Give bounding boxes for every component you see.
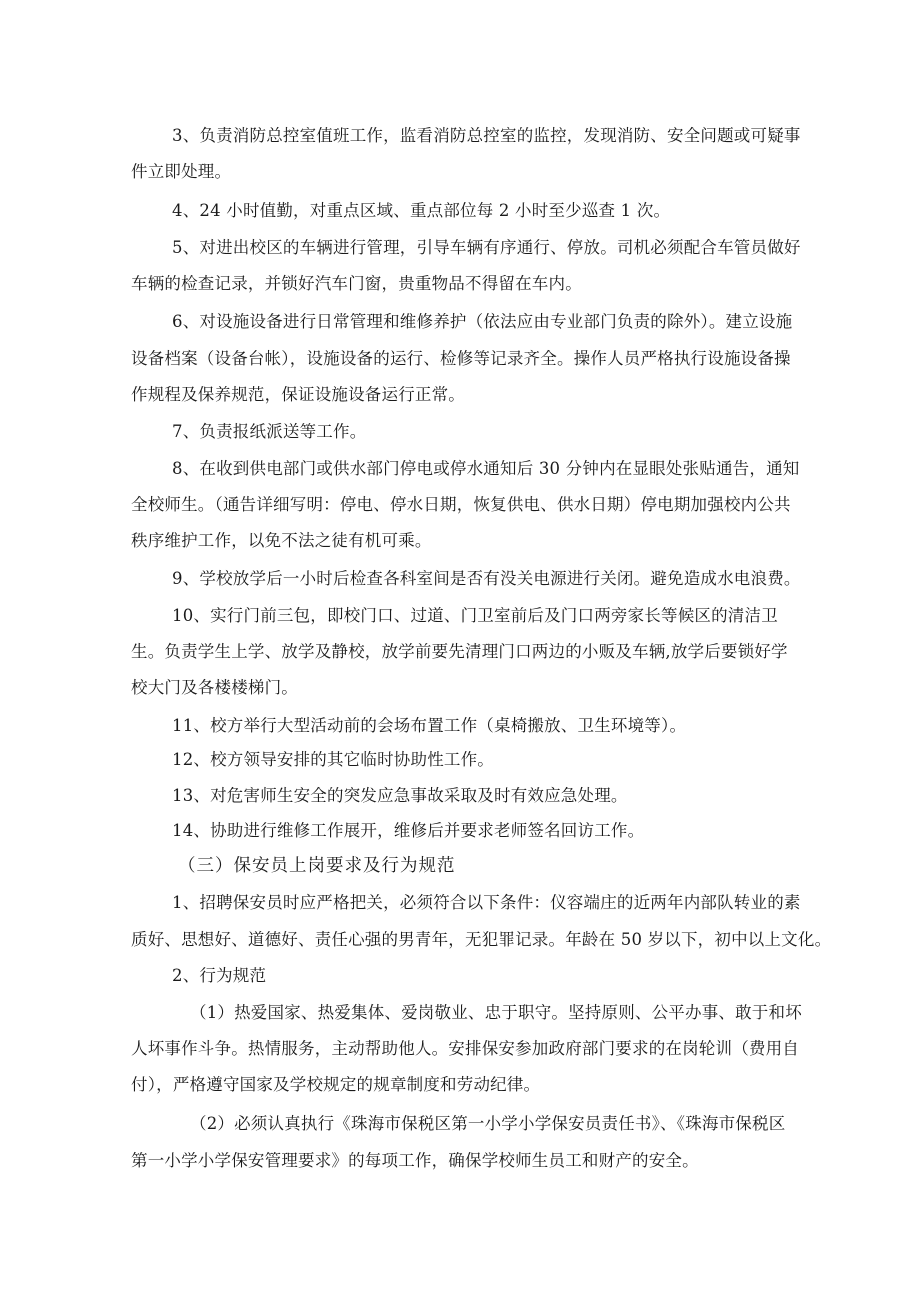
paragraph-line: 13、对危害师生安全的突发应急事故采取及时有效应急处理。	[172, 786, 628, 805]
paragraph-line: （1）热爱国家、热爱集体、爱岗敬业、忠于职守。坚持原则、公平办事、敢于和坏	[190, 1003, 802, 1022]
paragraph-line: 11、校方举行大型活动前的会场布置工作（桌椅搬放、卫生环境等）。	[172, 716, 687, 735]
paragraph-line: 全校师生。（通告详细写明：停电、停水日期，恢复供电、供水日期）停电期加强校内公共	[131, 495, 791, 514]
paragraph-line: 6、对设施设备进行日常管理和维修养护（依法应由专业部门负责的除外）。建立设施	[172, 312, 793, 331]
paragraph-line: 14、协助进行维修工作展开，维修后并要求老师签名回访工作。	[172, 821, 645, 840]
paragraph-line: 作规程及保养规范，保证设施设备运行正常。	[131, 385, 465, 404]
paragraph-line: 设备档案（设备台帐），设施设备的运行、检修等记录齐全。操作人员严格执行设施设备操	[131, 349, 791, 368]
paragraph-line: 12、校方领导安排的其它临时协助性工作。	[172, 750, 494, 769]
paragraph-line: 生。负责学生上学、放学及静校，放学前要先清理门口两边的小贩及车辆,放学后要锁好学	[131, 642, 788, 661]
paragraph-line: 人坏事作斗争。热情服务，主动帮助他人。安排保安参加政府部门要求的在岗轮训（费用自	[131, 1039, 799, 1058]
paragraph-line: 10、实行门前三包，即校门口、过道、门卫室前后及门口两旁家长等候区的清洁卫	[172, 606, 778, 625]
paragraph-line: 2、行为规范	[172, 966, 267, 985]
paragraph-line: 秩序维护工作，以免不法之徒有机可乘。	[131, 531, 432, 550]
paragraph-line: 第一小学小学保安管理要求》的每项工作，确保学校师生员工和财产的安全。	[131, 1151, 699, 1170]
paragraph-line: 4、24 小时值勤，对重点区域、重点部位每 2 小时至少巡查 1 次。	[172, 201, 671, 220]
paragraph-line: 5、对进出校区的车辆进行管理，引导车辆有序通行、停放。司机必须配合车管员做好	[172, 238, 801, 257]
paragraph-line: 3、负责消防总控室值班工作，监看消防总控室的监控，发现消防、安全问题或可疑事	[172, 126, 801, 145]
paragraph-line: 8、在收到供电部门或供水部门停电或停水通知后 30 分钟内在显眼处张贴通告，通知	[172, 459, 800, 478]
paragraph-line: 车辆的检查记录，并锁好汽车门窗，贵重物品不得留在车内。	[131, 274, 582, 293]
paragraph-line: 1、招聘保安员时应严格把关，必须符合以下条件：仪容端庄的近两年内部队转业的素	[172, 893, 801, 912]
paragraph-line: （2）必须认真执行《珠海市保税区第一小学小学保安员责任书》、《珠海市保税区	[190, 1114, 786, 1133]
paragraph-line: 质好、思想好、道德好、责任心强的男青年，无犯罪记录。年龄在 50 岁以下，初中以上文化。	[131, 930, 832, 949]
section-heading: （三）保安员上岗要求及行为规范	[178, 856, 456, 876]
paragraph-line: 件立即处理。	[131, 162, 232, 181]
paragraph-line: 7、负责报纸派送等工作。	[172, 422, 367, 441]
paragraph-line: 校大门及各楼楼梯门。	[131, 678, 298, 697]
paragraph-line: 付），严格遵守国家及学校规定的规章制度和劳动纪律。	[131, 1075, 541, 1094]
paragraph-line: 9、学校放学后一小时后检查各科室间是否有没关电源进行关闭。避免造成水电浪费。	[172, 569, 801, 588]
